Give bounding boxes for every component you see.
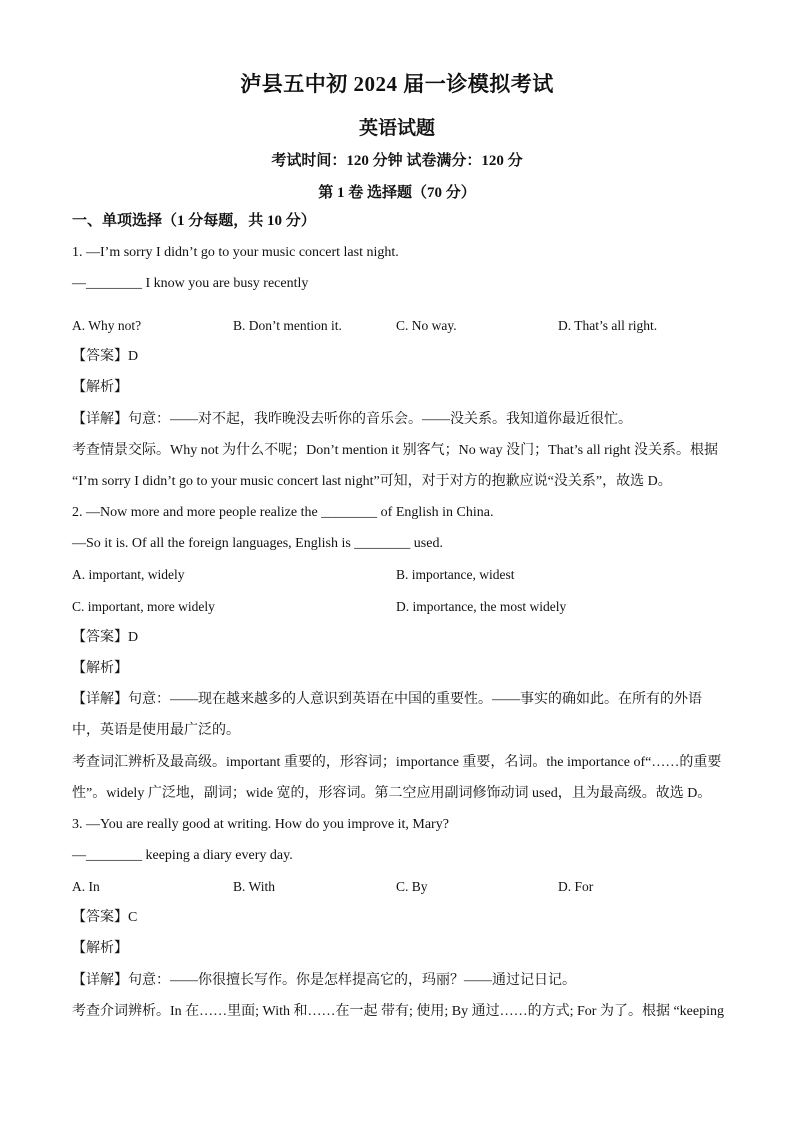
q3-stem-line1: 3. —You are really good at writing. How do you improve it, Mary? [72, 817, 449, 832]
q2-stem-line1: 2. —Now more and more people realize the ________ of English in China. [72, 505, 494, 520]
q2-detail-line1: 【详解】句意：——现在越来越多的人意识到英语在中国的重要性。——事实的确如此。在所有的外语 [72, 692, 702, 707]
q2-option-d: D. importance, the most widely [396, 599, 567, 614]
q3-answer: 【答案】C [72, 910, 138, 925]
section-heading: 一、单项选择（1 分每题，共 10 分） [72, 213, 316, 229]
q2-option-c: C. important, more widely [72, 599, 215, 614]
q1-option-b: B. Don’t mention it. [233, 318, 342, 333]
subject-title: 英语试题 [358, 118, 435, 139]
q2-answer: 【答案】D [72, 630, 139, 645]
q2-analysis-label: 【解析】 [72, 661, 128, 676]
q3-stem-line2: —________ keeping a diary every day. [72, 848, 293, 863]
q1-detail-line1: 【详解】句意：——对不起，我昨晚没去听你的音乐会。——没关系。我知道你最近很忙。 [72, 412, 632, 427]
q1-option-c: C. No way. [396, 318, 457, 333]
q3-option-c: C. By [396, 879, 428, 894]
q2-option-a: A. important, widely [72, 567, 185, 582]
exam-title: 泸县五中初 2024 届一诊模拟考试 [240, 72, 554, 96]
q1-option-a: A. Why not? [72, 318, 142, 333]
q1-stem-line2: —________ I know you are busy recently [72, 276, 309, 291]
q3-detail-line2: 考查介词辨析。In 在……里面; With 和……在一起 带有; 使用; By 通过……的方式; For 为了。根据 “keeping [72, 1004, 724, 1019]
q3-detail-line1: 【详解】句意：——你很擅长写作。你是怎样提高它的，玛丽？——通过记日记。 [72, 973, 576, 988]
paper-heading: 第 1 卷 选择题（70 分） [318, 185, 476, 201]
q1-detail-line2: 考查情景交际。Why not 为什么不呢；Don’t mention it 别客气；No way 没门；That’s all right 没关系。根据 [72, 443, 719, 458]
q3-analysis-label: 【解析】 [72, 941, 128, 956]
q1-option-d: D. That’s all right. [558, 318, 658, 333]
q1-analysis-label: 【解析】 [72, 380, 128, 395]
q2-detail-line3: 考查词汇辨析及最高级。important 重要的，形容词；importance 重要，名词。the importance of“……的重要 [72, 755, 722, 770]
q3-option-b: B. With [233, 879, 275, 894]
q3-option-a: A. In [72, 879, 100, 894]
q3-option-d: D. For [558, 879, 594, 894]
q2-stem-line2: —So it is. Of all the foreign languages, English is ________ used. [72, 536, 443, 551]
q2-option-b: B. importance, widest [396, 567, 515, 582]
q2-detail-line4: 性”。widely 广泛地，副词；wide 宽的，形容词。第二空应用副词修饰动词 used，且为最高级。故选 D。 [72, 786, 712, 801]
q1-answer: 【答案】D [72, 349, 139, 364]
q1-detail-line3: “I’m sorry I didn’t go to your music concert last night”可知，对于对方的抱歉应说“没关系”，故选 D。 [72, 474, 672, 489]
q1-stem-line1: 1. —I’m sorry I didn’t go to your music concert last night. [72, 245, 399, 260]
q2-detail-line2: 中，英语是使用最广泛的。 [72, 723, 240, 738]
exam-info: 考试时间：120 分钟 试卷满分：120 分 [271, 153, 523, 169]
